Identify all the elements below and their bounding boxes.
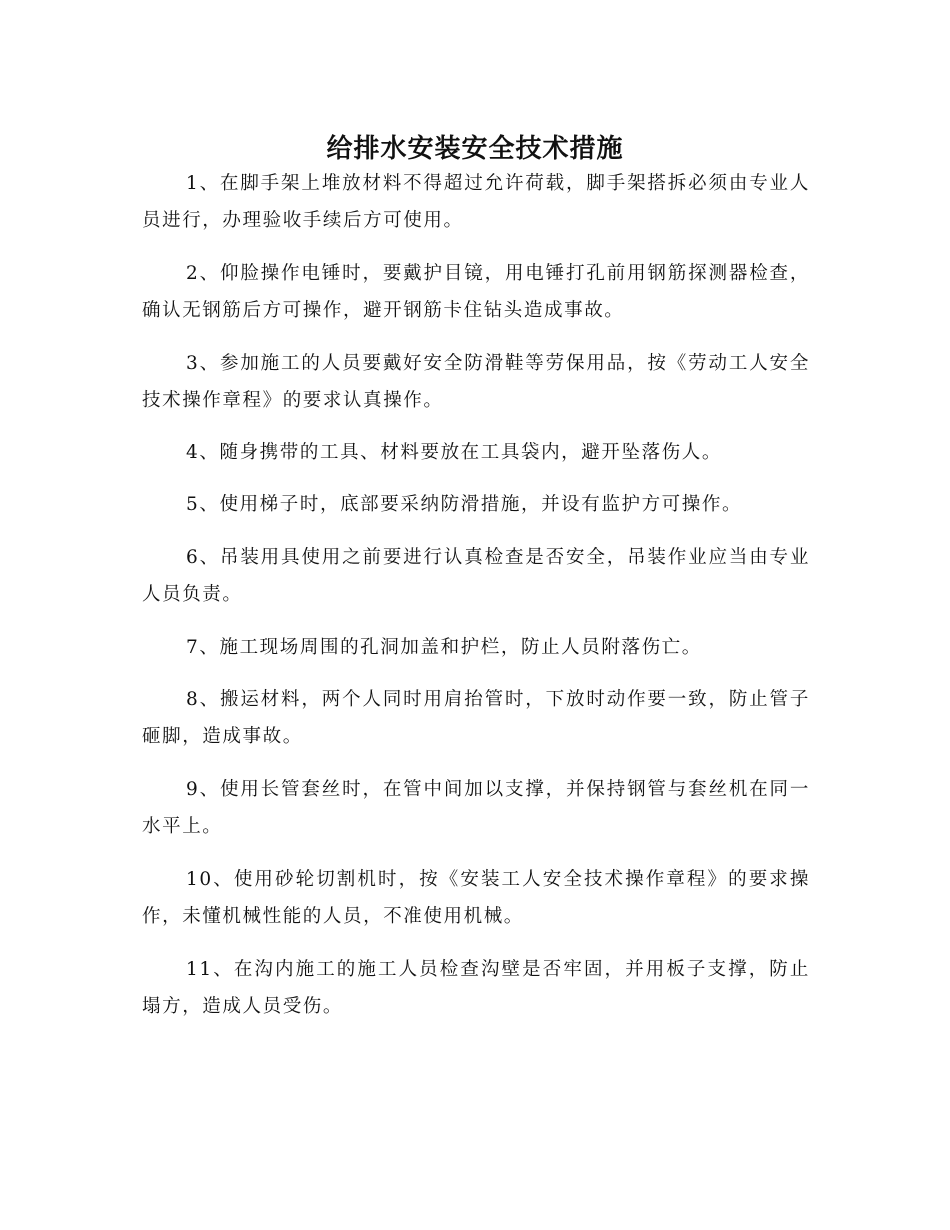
paragraph-10: 10、使用砂轮切割机时，按《安装工人安全技术操作章程》的要求操作，未懂机械性能的人员，不准使用机械。 [142,869,810,927]
paragraph-5: 5、使用梯子时，底部要采纳防滑措施，并设有监护方可操作。 [186,494,743,515]
paragraph-1: 1、在脚手架上堆放材料不得超过允许荷载，脚手架搭拆必须由专业人员进行，办理验收手续后方可使用。 [142,173,810,231]
paragraph-9: 9、使用长管套丝时，在管中间加以支撑，并保持钢管与套丝机在同一水平上。 [142,779,810,837]
paragraph-7: 7、施工现场周围的孔洞加盖和护栏，防止人员附落伤亡。 [186,637,702,658]
paragraph-3: 3、参加施工的人员要戴好安全防滑鞋等劳保用品，按《劳动工人安全技术操作章程》的要求认真操作。 [142,353,810,411]
paragraph-8: 8、搬运材料，两个人同时用肩抬管时，下放时动作要一致，防止管子砸脚，造成事故。 [142,689,810,747]
paragraph-4: 4、随身携带的工具、材料要放在工具袋内，避开坠落伤人。 [186,442,722,463]
paragraph-6: 6、吊装用具使用之前要进行认真检查是否安全，吊装作业应当由专业人员负责。 [142,547,810,605]
paragraph-11: 11、在沟内施工的施工人员检查沟壁是否牢固，并用板子支撑，防止塌方，造成人员受伤。 [142,959,810,1017]
document-title: 给排水安装安全技术措施 [326,134,624,165]
paragraph-2: 2、仰脸操作电锤时，要戴护目镜，用电锤打孔前用钢筋探测器检查，确认无钢筋后方可操作，避开钢筋卡住钻头造成事故。 [142,263,810,321]
